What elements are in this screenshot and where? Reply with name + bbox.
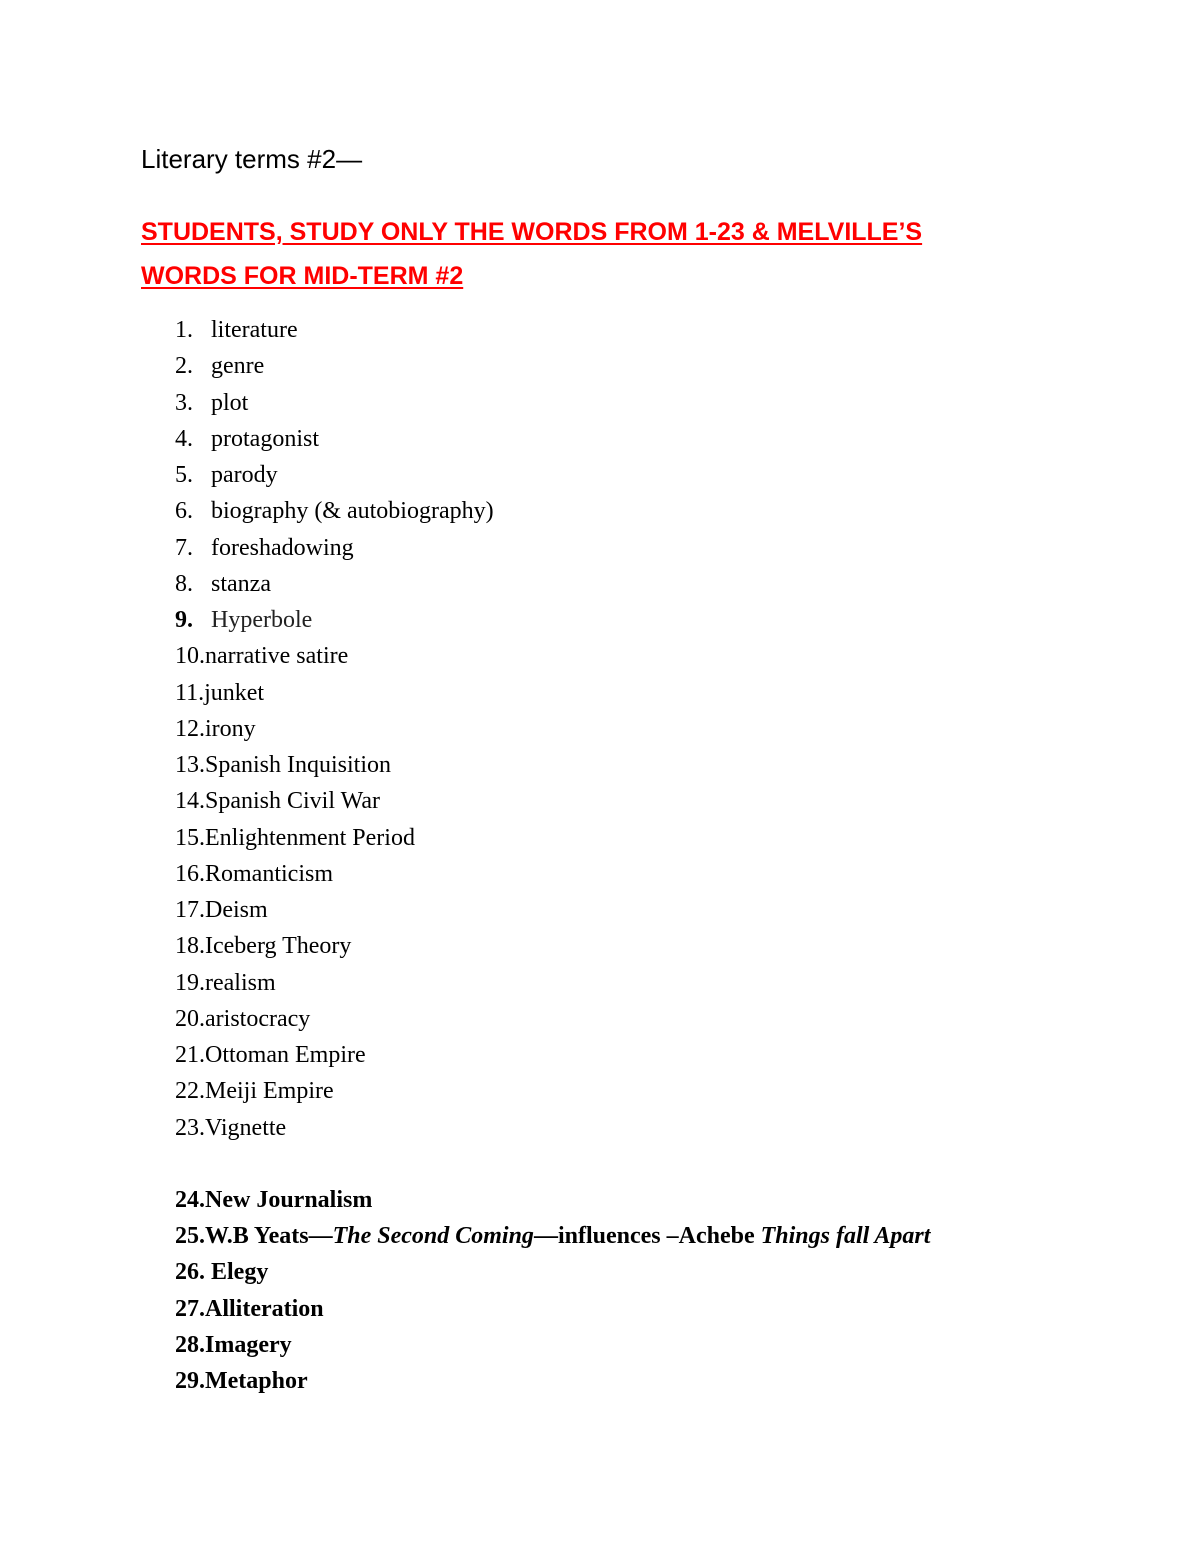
- list-item: [175, 638, 930, 674]
- item-term: irony: [205, 715, 256, 742]
- item-term: Vignette: [205, 1114, 287, 1141]
- list-item: [175, 1254, 930, 1290]
- study-notice-line-1: STUDENTS, STUDY ONLY THE WORDS FROM 1-23 & MELVILLE’S: [141, 218, 923, 246]
- item-term: Hyperbole: [211, 607, 313, 633]
- item-number: 19.: [175, 969, 205, 996]
- list-item: [175, 675, 930, 711]
- item-number: 22.: [175, 1078, 205, 1105]
- item-term: Spanish Civil War: [205, 788, 380, 815]
- list-item: [175, 965, 930, 1001]
- item-term: literature: [211, 317, 298, 343]
- item-number: 17.: [175, 897, 205, 923]
- item-term: 26. Elegy: [175, 1259, 269, 1286]
- list-item: [175, 493, 930, 529]
- item-term: protagonist: [211, 425, 319, 452]
- list-item: [175, 1001, 930, 1037]
- item-number: 1.: [175, 317, 193, 343]
- work-title: Things fall Apart: [760, 1223, 931, 1249]
- item-number: 11.: [175, 679, 205, 706]
- list-item: [175, 312, 930, 348]
- item-term: Deism: [205, 897, 268, 923]
- page-title: Literary terms #2—: [141, 144, 363, 174]
- list-item: [175, 1291, 930, 1327]
- item-number: 23.: [175, 1114, 205, 1141]
- item-term: parody: [211, 462, 278, 488]
- item-term: biography (& autobiography): [211, 498, 494, 525]
- list-item: [175, 1110, 930, 1146]
- item-number: 18.: [175, 933, 205, 960]
- item-term: Iceberg Theory: [205, 933, 352, 960]
- item-term-prefix: 25.W.B Yeats—: [175, 1223, 333, 1249]
- list-item: [175, 783, 930, 819]
- item-term: stanza: [211, 570, 271, 597]
- item-term: plot: [211, 389, 249, 416]
- item-term: aristocracy: [205, 1005, 311, 1032]
- item-number: 14.: [175, 788, 205, 815]
- item-number: 6.: [175, 498, 193, 525]
- list-item: [175, 711, 930, 747]
- item-number: 5.: [175, 462, 193, 488]
- item-term: narrative satire: [205, 643, 349, 670]
- list-item: [175, 928, 930, 964]
- list-item: [175, 1363, 930, 1399]
- item-term: 28.Imagery: [175, 1331, 292, 1358]
- item-term: foreshadowing: [211, 534, 354, 561]
- item-number: 10.: [175, 643, 205, 670]
- list-item: [175, 747, 930, 783]
- list-item: [175, 820, 930, 856]
- item-number: 9.: [175, 607, 193, 633]
- item-term: 29.Metaphor: [175, 1368, 308, 1394]
- list-item: [175, 1218, 930, 1254]
- study-notice-line-2: WORDS FOR MID-TERM #2: [141, 262, 464, 290]
- list-item: [175, 602, 930, 638]
- list-item: [175, 1327, 930, 1363]
- item-term: realism: [205, 969, 276, 996]
- list-item: [175, 421, 930, 457]
- list-item: [175, 385, 930, 421]
- item-term: Ottoman Empire: [205, 1042, 366, 1068]
- terms-list: [175, 312, 930, 1399]
- item-number: 20.: [175, 1005, 205, 1032]
- study-notice: [141, 210, 1041, 298]
- item-number: 21.: [175, 1042, 205, 1068]
- list-item: [175, 530, 930, 566]
- list-item: [175, 892, 930, 928]
- item-number: 4.: [175, 425, 193, 452]
- item-number: 7.: [175, 534, 193, 561]
- list-item: [175, 1037, 930, 1073]
- item-term: junket: [204, 679, 265, 706]
- list-item: [175, 1182, 930, 1218]
- item-term: Enlightenment Period: [205, 824, 415, 851]
- item-number: 15.: [175, 824, 205, 851]
- item-term: Romanticism: [205, 860, 333, 887]
- item-number: 13.: [175, 752, 205, 778]
- item-number: 12.: [175, 715, 205, 742]
- item-number: 16.: [175, 860, 205, 887]
- item-term: 27.Alliteration: [175, 1295, 324, 1322]
- item-term: Meiji Empire: [205, 1078, 334, 1105]
- list-item: [175, 348, 930, 384]
- work-title: The Second Coming: [332, 1223, 534, 1249]
- list-item: [175, 457, 930, 493]
- item-number: 3.: [175, 389, 193, 416]
- item-term: Spanish Inquisition: [205, 752, 392, 778]
- item-number: 2.: [175, 353, 193, 380]
- list-item: [175, 1073, 930, 1109]
- item-term-middle: —influences –Achebe: [533, 1223, 761, 1249]
- item-term: 24.New Journalism: [175, 1186, 373, 1213]
- item-term: genre: [211, 353, 265, 380]
- list-item: [175, 566, 930, 602]
- item-number: 8.: [175, 570, 193, 597]
- list-item: [175, 856, 930, 892]
